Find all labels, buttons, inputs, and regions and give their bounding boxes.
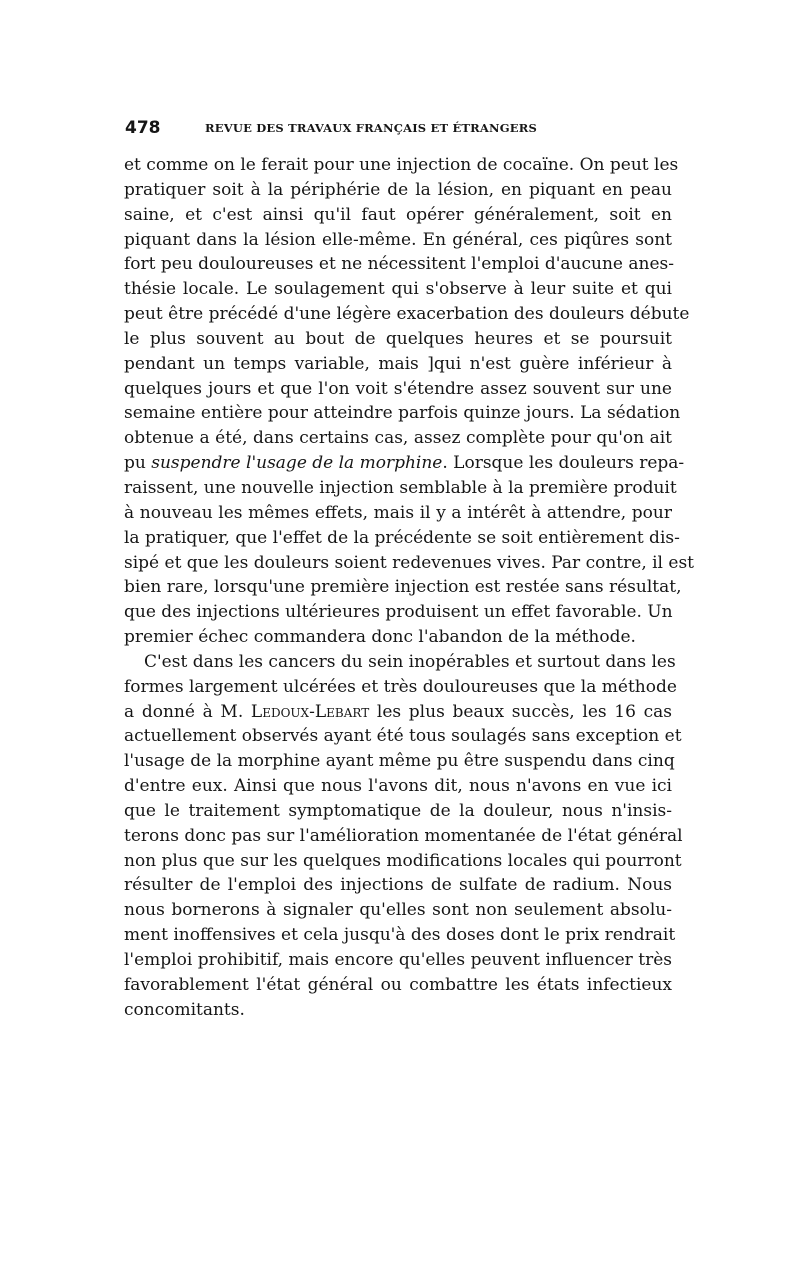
- text-line: C'est dans les cancers du sein inopérables et surtout dans les: [144, 651, 676, 672]
- text-line: raissent, une nouvelle injection semblable à la première produit: [124, 477, 677, 498]
- text-line: [124, 700, 672, 725]
- text-line: peut être précédé d'une légère exacerbation des douleurs débute: [124, 304, 690, 325]
- line-text: pu: [124, 453, 152, 474]
- text-line: nous bornerons à signaler qu'elles sont non seulement absolu-: [124, 900, 672, 921]
- text-line: formes largement ulcérées et très douloureuses que la méthode: [124, 676, 677, 697]
- line-text: les plus beaux succès, les 16 cas: [369, 701, 672, 722]
- text-line: résulter de l'emploi des injections de sulfate de radium. Nous: [124, 875, 672, 896]
- page-number: 478: [125, 118, 161, 138]
- text-line: concomitants.: [124, 999, 245, 1020]
- text-line: pendant un temps variable, mais ]qui n'est guère inférieur à: [124, 353, 672, 374]
- text-line: l'emploi prohibitif, mais encore qu'elles peuvent influencer très: [124, 950, 672, 970]
- text-line: saine, et c'est ainsi qu'il faut opérer généralement, soit en: [124, 204, 672, 225]
- text-line: non plus que sur les quelques modifications locales qui pourront: [124, 850, 682, 871]
- text-line: le plus souvent au bout de quelques heures et se poursuit: [124, 328, 672, 349]
- text-line: fort peu douloureuses et ne nécessitent l'emploi d'aucune anes-: [124, 254, 675, 275]
- text-line: ment inoffensives et cela jusqu'à des doses dont le prix rendrait: [124, 925, 676, 946]
- text-line: et comme on le ferait pour une injection de cocaïne. On peut les: [124, 155, 679, 175]
- text-line: d'entre eux. Ainsi que nous l'avons dit, nous n'avons en vue ici: [124, 776, 672, 797]
- body-text: [124, 153, 695, 1023]
- running-header: [125, 118, 685, 142]
- text-line: actuellement observés ayant été tous soulagés sans exception et: [124, 726, 682, 747]
- text-line: que le traitement symptomatique de la douleur, nous n'insis-: [124, 800, 672, 821]
- running-title: REVUE DES TRAVAUX FRANÇAIS ET ÉTRANGERS: [205, 121, 538, 135]
- text-line: quelques jours et que l'on voit s'étendre assez souvent sur une: [124, 378, 672, 399]
- text-line: semaine entière pour atteindre parfois quinze jours. La sédation: [124, 403, 681, 424]
- text-line: l'usage de la morphine ayant même pu être suspendu dans cinq: [124, 751, 675, 772]
- text-line: la pratiquer, que l'effet de la précédente se soit entièrement dis-: [124, 527, 680, 548]
- text-line: bien rare, lorsqu'une première injection est restée sans résultat,: [124, 577, 682, 598]
- text-line: piquant dans la lésion elle-même. En général, ces piqûres sont: [124, 229, 672, 250]
- text-line: premier échec commandera donc l'abandon de la méthode.: [124, 627, 636, 648]
- line-text: . Lorsque les douleurs repa-: [442, 453, 685, 474]
- text-line: favorablement l'état général ou combattre les états infectieux: [124, 974, 672, 995]
- text-line: [124, 451, 685, 476]
- italic-phrase: suspendre l'usage de la morphine: [151, 453, 443, 474]
- text-line: sipé et que les douleurs soient redevenues vives. Par contre, il est: [124, 552, 695, 573]
- text-line: pratiquer soit à la périphérie de la lésion, en piquant en peau: [124, 179, 672, 200]
- text-line: thésie locale. Le soulagement qui s'observe à leur suite et qui: [124, 279, 672, 300]
- text-line: obtenue a été, dans certains cas, assez complète pour qu'on ait: [124, 428, 672, 449]
- author-name: Ledoux-Lebart: [250, 701, 370, 722]
- text-line: à nouveau les mêmes effets, mais il y a intérêt à attendre, pour: [124, 502, 672, 523]
- text-line: terons donc pas sur l'amélioration momentanée de l'état général: [124, 825, 683, 846]
- line-text: a donné à M.: [124, 701, 251, 722]
- text-line: que des injections ultérieures produisent un effet favorable. Un: [124, 602, 673, 623]
